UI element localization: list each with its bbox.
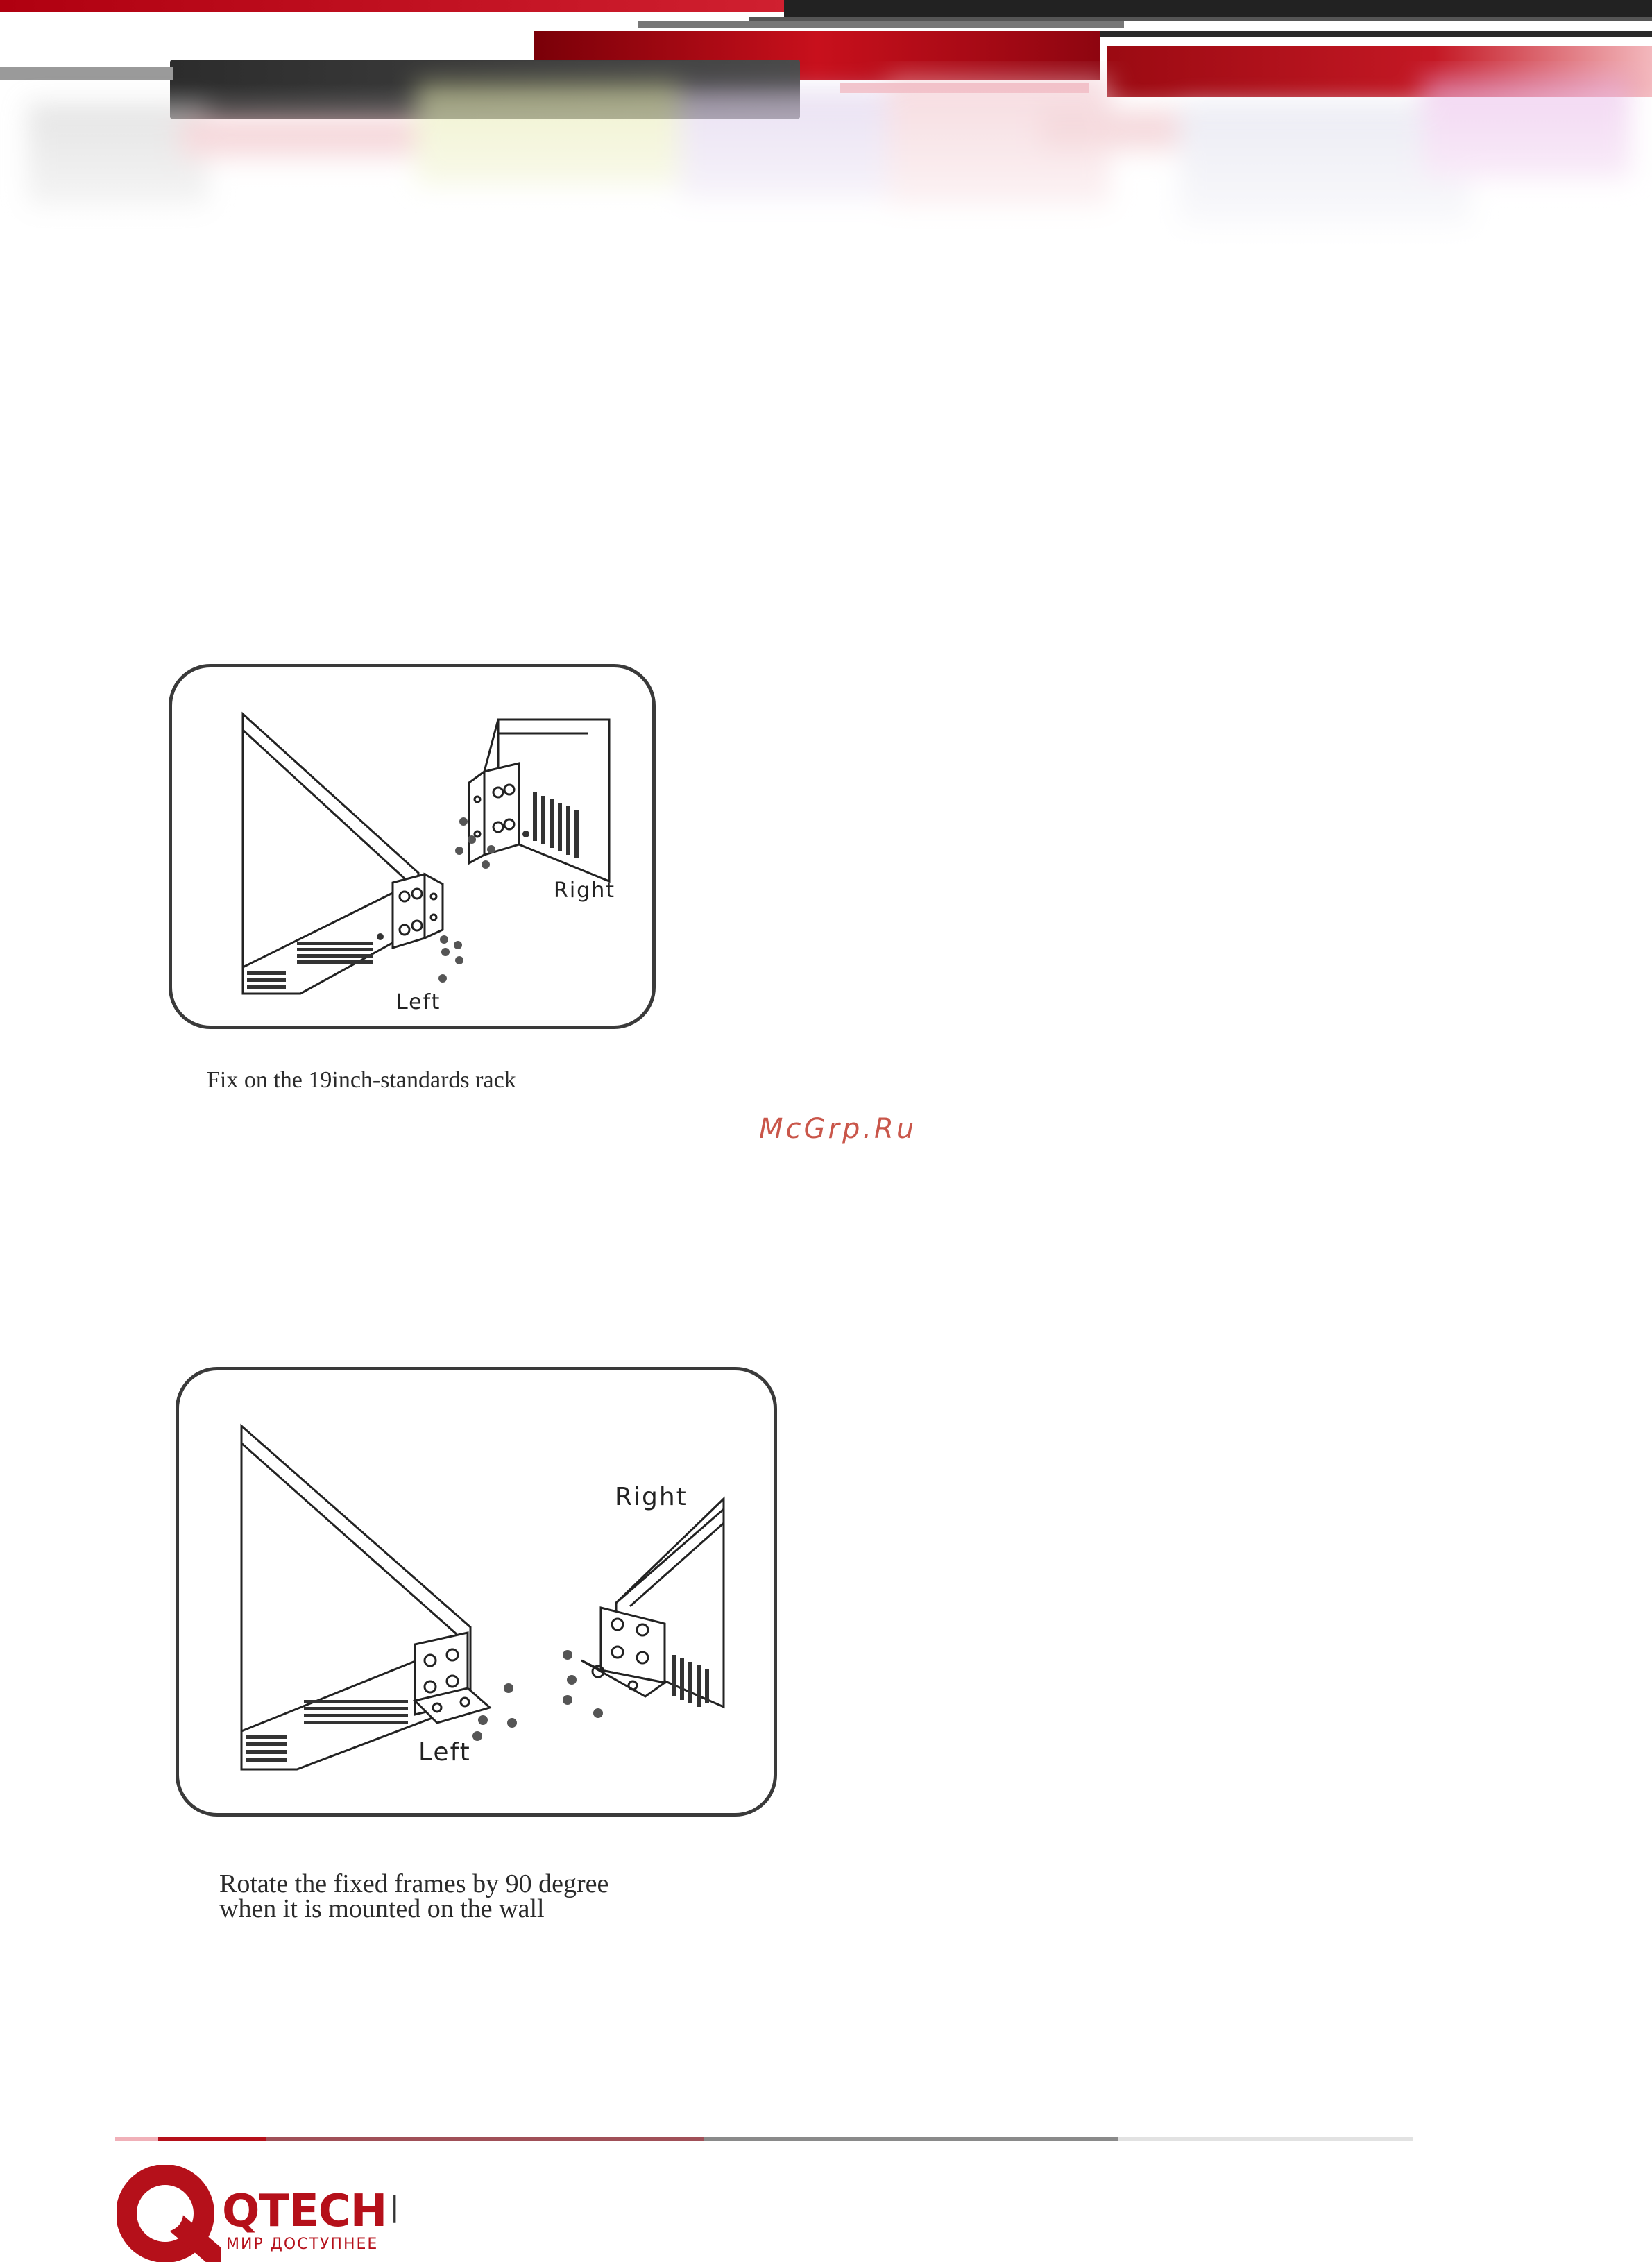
- figure-rack-mount: [169, 664, 656, 1029]
- footer-separator: |: [390, 2191, 400, 2223]
- wall-mount-illustration: [179, 1370, 781, 1820]
- footer-rule: [115, 2136, 1413, 2144]
- figure-wall-mount: [176, 1367, 777, 1817]
- figure-2-caption-line: when it is mounted on the wall: [219, 1894, 545, 1923]
- brand-tagline: МИР ДОСТУПНЕЕ: [226, 2236, 379, 2253]
- figure-2-caption-line: Rotate the fixed frames by 90 degree: [219, 1869, 609, 1898]
- label-right: Right: [615, 1483, 688, 1511]
- label-left: Left: [418, 1738, 471, 1767]
- watermark: McGrp.Ru: [759, 1113, 917, 1145]
- footer-logo: [117, 2165, 408, 2262]
- figure-2-caption: [219, 1871, 608, 1921]
- header-fade: [0, 83, 1652, 291]
- figure-1-caption: Fix on the 19inch-standards rack: [207, 1067, 516, 1093]
- brand-name: QTECH: [222, 2186, 387, 2237]
- header-banner: [0, 0, 1652, 291]
- label-left: Left: [396, 990, 441, 1014]
- rack-mount-illustration: [172, 667, 659, 1032]
- label-right: Right: [554, 878, 615, 903]
- qtech-logo-icon: [117, 2165, 221, 2262]
